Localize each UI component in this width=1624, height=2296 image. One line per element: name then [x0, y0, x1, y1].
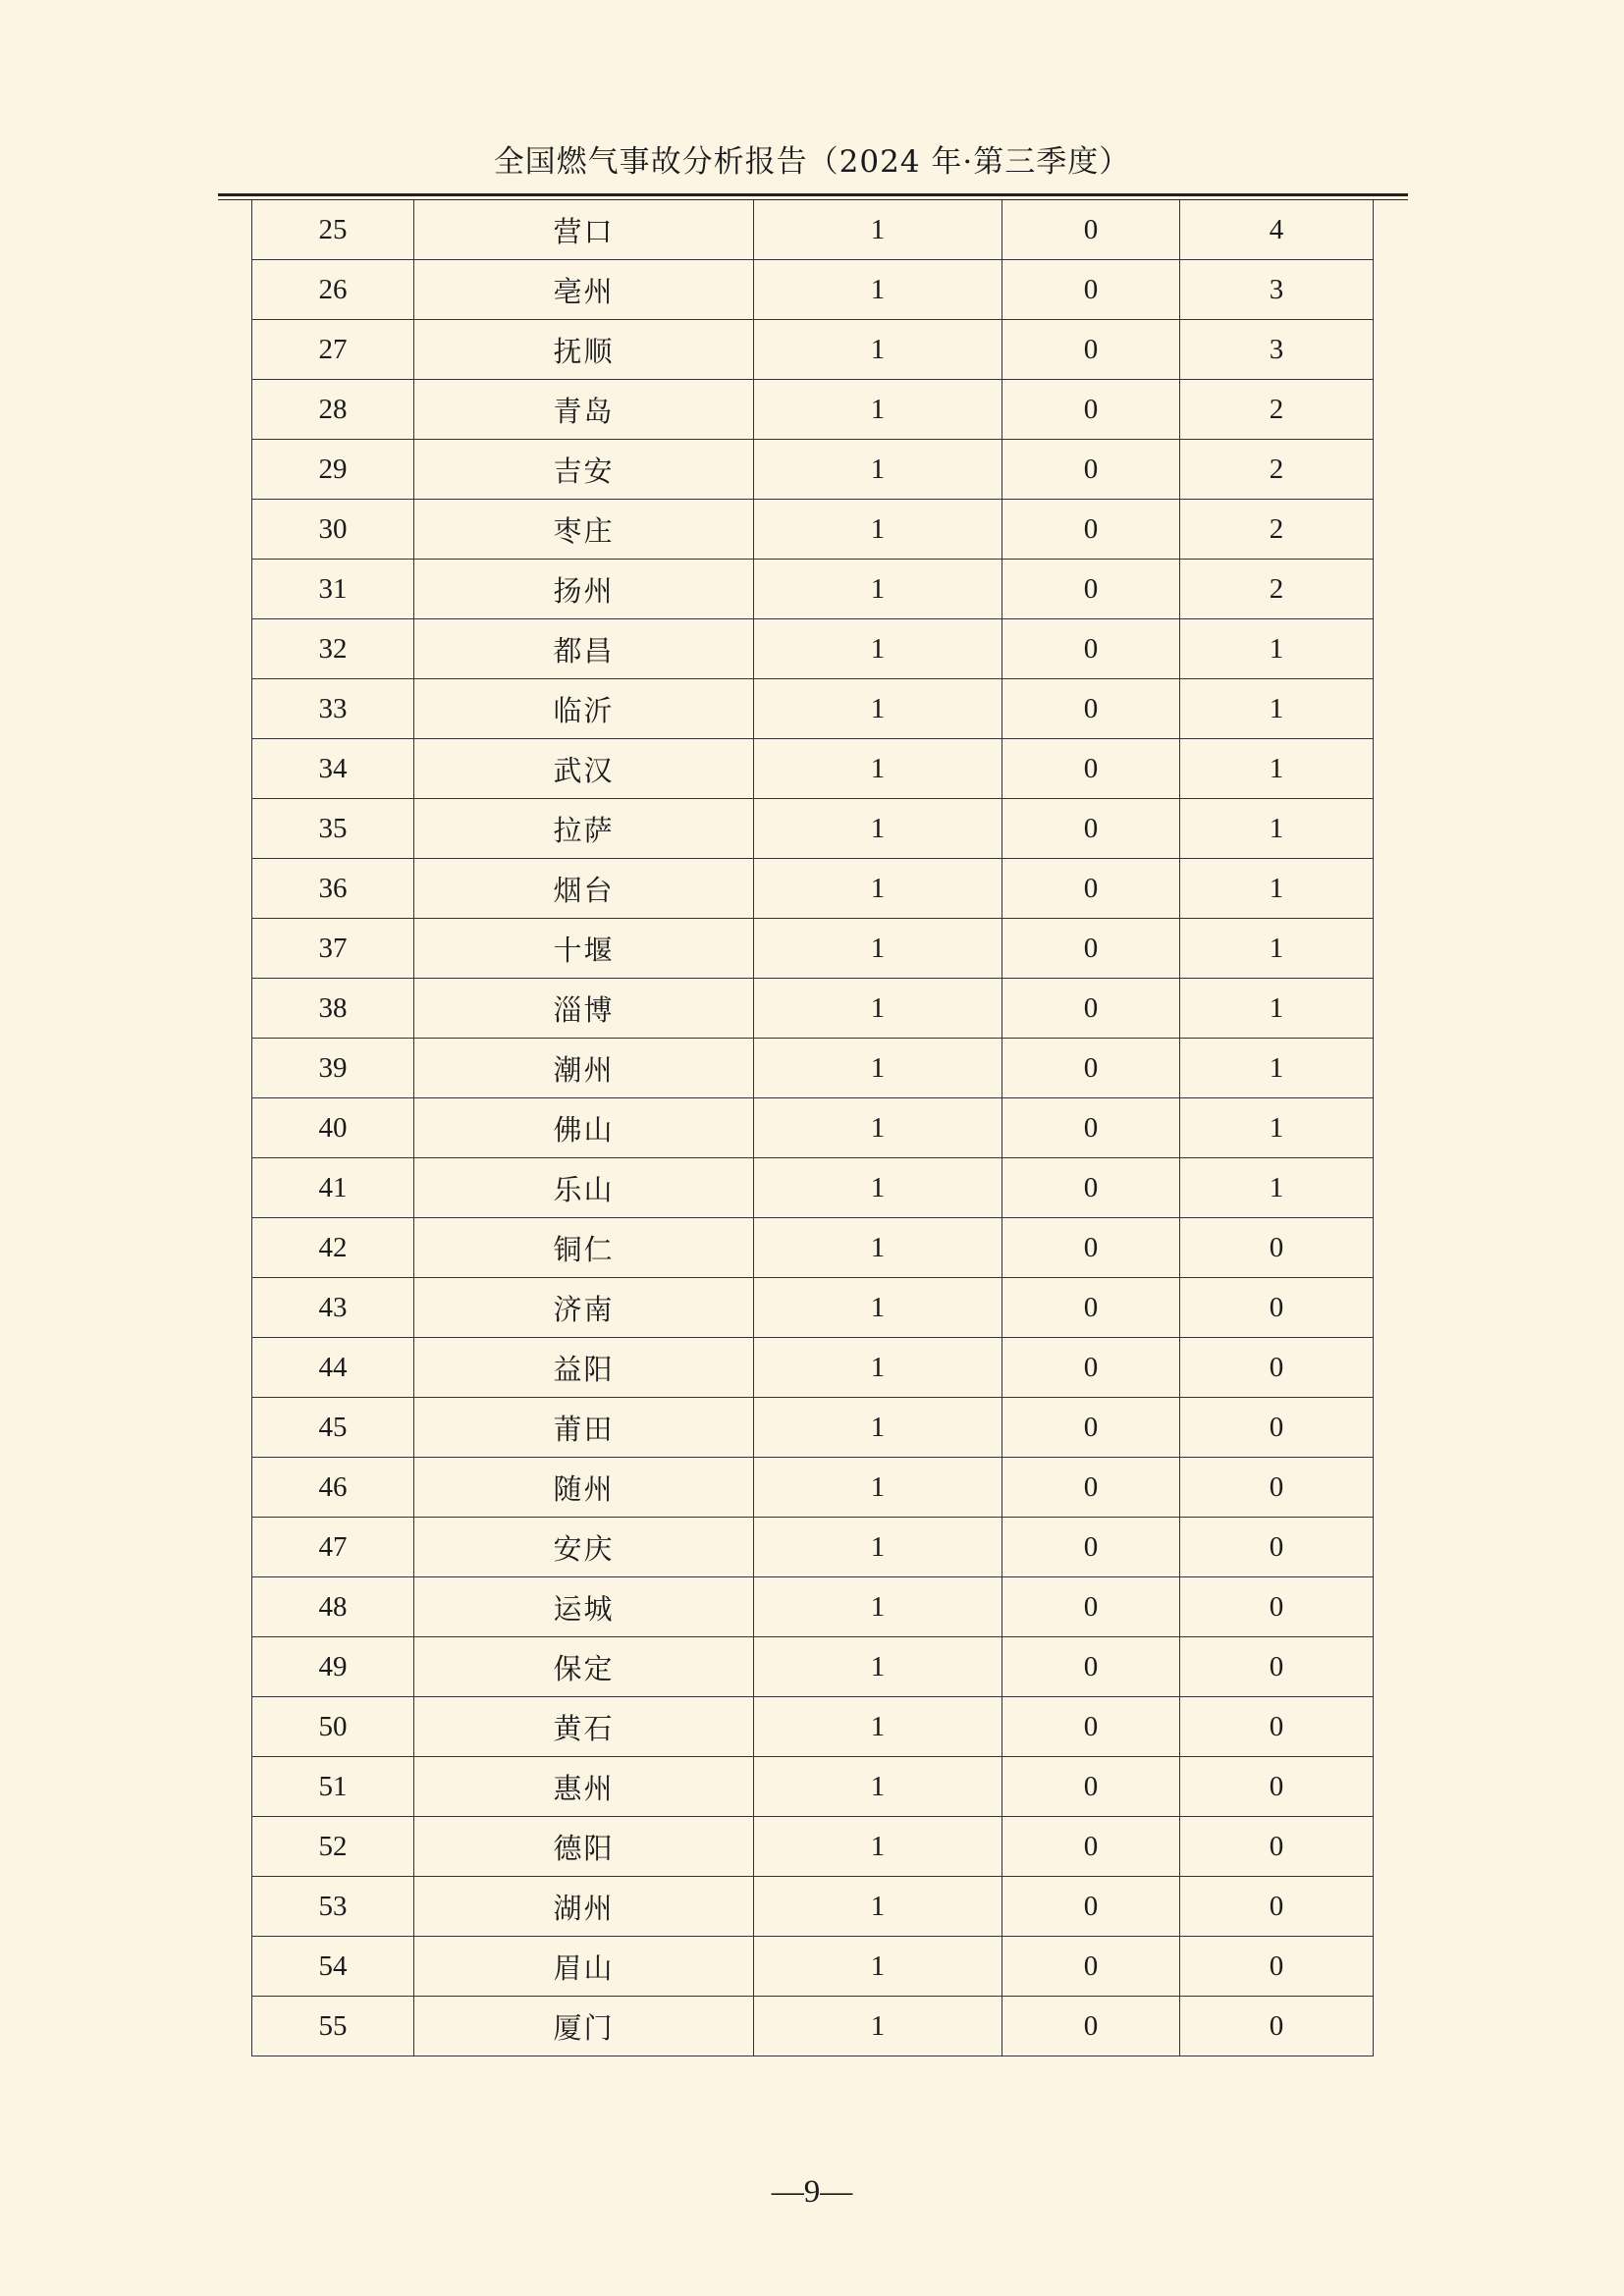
value-cell-1: 1 [754, 560, 1002, 619]
value-cell-3: 2 [1180, 380, 1374, 440]
rank-cell: 45 [252, 1398, 414, 1458]
table-row [252, 739, 1374, 799]
value-cell-2: 0 [1002, 1398, 1180, 1458]
value-cell-1: 1 [754, 200, 1002, 260]
city-cell: 益阳 [414, 1338, 754, 1398]
value-cell-2: 0 [1002, 859, 1180, 919]
value-cell-1: 1 [754, 1937, 1002, 1997]
table-row [252, 1637, 1374, 1697]
value-cell-3: 1 [1180, 739, 1374, 799]
table-row [252, 1757, 1374, 1817]
rank-cell: 28 [252, 380, 414, 440]
city-cell: 乐山 [414, 1158, 754, 1218]
value-cell-3: 0 [1180, 1278, 1374, 1338]
city-cell: 铜仁 [414, 1218, 754, 1278]
page-header-title: 全国燃气事故分析报告（2024 年·第三季度） [493, 144, 1131, 180]
city-cell: 淄博 [414, 979, 754, 1039]
rank-cell: 51 [252, 1757, 414, 1817]
rank-cell: 55 [252, 1997, 414, 2056]
value-cell-2: 0 [1002, 380, 1180, 440]
value-cell-2: 0 [1002, 1637, 1180, 1697]
rank-cell: 39 [252, 1039, 414, 1098]
rank-cell: 36 [252, 859, 414, 919]
table-row [252, 1458, 1374, 1518]
city-cell: 抚顺 [414, 320, 754, 380]
value-cell-3: 1 [1180, 919, 1374, 979]
city-cell: 保定 [414, 1637, 754, 1697]
table-row [252, 1518, 1374, 1577]
table-row [252, 440, 1374, 500]
table-row [252, 1039, 1374, 1098]
rank-cell: 40 [252, 1098, 414, 1158]
city-cell: 惠州 [414, 1757, 754, 1817]
value-cell-2: 0 [1002, 500, 1180, 560]
value-cell-1: 1 [754, 440, 1002, 500]
table-row [252, 1997, 1374, 2056]
table-row [252, 1697, 1374, 1757]
city-cell: 青岛 [414, 380, 754, 440]
value-cell-1: 1 [754, 619, 1002, 679]
rank-cell: 49 [252, 1637, 414, 1697]
city-cell: 营口 [414, 200, 754, 260]
value-cell-2: 0 [1002, 1098, 1180, 1158]
value-cell-2: 0 [1002, 1338, 1180, 1398]
value-cell-2: 0 [1002, 1757, 1180, 1817]
value-cell-3: 2 [1180, 440, 1374, 500]
value-cell-2: 0 [1002, 619, 1180, 679]
rank-cell: 33 [252, 679, 414, 739]
table-row [252, 979, 1374, 1039]
rank-cell: 50 [252, 1697, 414, 1757]
rank-cell: 44 [252, 1338, 414, 1398]
table-row [252, 679, 1374, 739]
city-cell: 烟台 [414, 859, 754, 919]
value-cell-2: 0 [1002, 1577, 1180, 1637]
rank-cell: 38 [252, 979, 414, 1039]
value-cell-3: 1 [1180, 1098, 1374, 1158]
city-cell: 莆田 [414, 1398, 754, 1458]
table-row [252, 320, 1374, 380]
value-cell-3: 0 [1180, 1577, 1374, 1637]
city-cell: 枣庄 [414, 500, 754, 560]
value-cell-1: 1 [754, 380, 1002, 440]
city-cell: 黄石 [414, 1697, 754, 1757]
value-cell-1: 1 [754, 1218, 1002, 1278]
table-row [252, 1098, 1374, 1158]
value-cell-2: 0 [1002, 1458, 1180, 1518]
table-row [252, 1278, 1374, 1338]
value-cell-3: 0 [1180, 1877, 1374, 1937]
value-cell-3: 1 [1180, 1039, 1374, 1098]
table-row [252, 560, 1374, 619]
value-cell-2: 0 [1002, 679, 1180, 739]
value-cell-2: 0 [1002, 799, 1180, 859]
value-cell-3: 1 [1180, 1158, 1374, 1218]
value-cell-1: 1 [754, 1877, 1002, 1937]
value-cell-2: 0 [1002, 1218, 1180, 1278]
value-cell-2: 0 [1002, 919, 1180, 979]
rank-cell: 47 [252, 1518, 414, 1577]
rank-cell: 46 [252, 1458, 414, 1518]
table-body [252, 200, 1374, 2056]
table-row [252, 1877, 1374, 1937]
value-cell-2: 0 [1002, 560, 1180, 619]
value-cell-1: 1 [754, 260, 1002, 320]
value-cell-1: 1 [754, 799, 1002, 859]
city-cell: 潮州 [414, 1039, 754, 1098]
value-cell-1: 1 [754, 979, 1002, 1039]
value-cell-3: 0 [1180, 1997, 1374, 2056]
table-row [252, 799, 1374, 859]
value-cell-2: 0 [1002, 1278, 1180, 1338]
value-cell-3: 0 [1180, 1637, 1374, 1697]
value-cell-1: 1 [754, 1757, 1002, 1817]
table-row [252, 380, 1374, 440]
rank-cell: 53 [252, 1877, 414, 1937]
value-cell-1: 1 [754, 1577, 1002, 1637]
table-row [252, 200, 1374, 260]
table-row [252, 260, 1374, 320]
city-cell: 湖州 [414, 1877, 754, 1937]
value-cell-3: 4 [1180, 200, 1374, 260]
value-cell-3: 1 [1180, 799, 1374, 859]
value-cell-3: 0 [1180, 1817, 1374, 1877]
table-row [252, 1218, 1374, 1278]
rank-cell: 35 [252, 799, 414, 859]
value-cell-3: 2 [1180, 500, 1374, 560]
value-cell-3: 1 [1180, 679, 1374, 739]
city-cell: 吉安 [414, 440, 754, 500]
rank-cell: 43 [252, 1278, 414, 1338]
city-cell: 运城 [414, 1577, 754, 1637]
value-cell-2: 0 [1002, 1937, 1180, 1997]
value-cell-3: 1 [1180, 859, 1374, 919]
value-cell-2: 0 [1002, 320, 1180, 380]
city-cell: 厦门 [414, 1997, 754, 2056]
value-cell-1: 1 [754, 1458, 1002, 1518]
rank-cell: 31 [252, 560, 414, 619]
rank-cell: 26 [252, 260, 414, 320]
city-cell: 临沂 [414, 679, 754, 739]
header-rule-thick [218, 193, 1408, 196]
rank-cell: 41 [252, 1158, 414, 1218]
city-cell: 都昌 [414, 619, 754, 679]
city-cell: 德阳 [414, 1817, 754, 1877]
table-row [252, 1338, 1374, 1398]
value-cell-3: 0 [1180, 1218, 1374, 1278]
value-cell-1: 1 [754, 1697, 1002, 1757]
table-row [252, 1937, 1374, 1997]
city-cell: 安庆 [414, 1518, 754, 1577]
value-cell-1: 1 [754, 1039, 1002, 1098]
value-cell-3: 3 [1180, 320, 1374, 380]
value-cell-2: 0 [1002, 260, 1180, 320]
city-cell: 十堰 [414, 919, 754, 979]
value-cell-1: 1 [754, 1158, 1002, 1218]
rank-cell: 30 [252, 500, 414, 560]
value-cell-1: 1 [754, 1338, 1002, 1398]
value-cell-3: 0 [1180, 1338, 1374, 1398]
rank-cell: 32 [252, 619, 414, 679]
rank-cell: 54 [252, 1937, 414, 1997]
value-cell-2: 0 [1002, 1039, 1180, 1098]
value-cell-2: 0 [1002, 440, 1180, 500]
value-cell-3: 1 [1180, 979, 1374, 1039]
value-cell-2: 0 [1002, 1158, 1180, 1218]
rank-cell: 37 [252, 919, 414, 979]
rank-cell: 34 [252, 739, 414, 799]
value-cell-3: 1 [1180, 619, 1374, 679]
city-cell: 眉山 [414, 1937, 754, 1997]
table-row [252, 1158, 1374, 1218]
page-number: —9— [771, 2174, 853, 2210]
value-cell-2: 0 [1002, 979, 1180, 1039]
rank-cell: 27 [252, 320, 414, 380]
value-cell-3: 0 [1180, 1697, 1374, 1757]
value-cell-1: 1 [754, 1997, 1002, 2056]
table-row [252, 1817, 1374, 1877]
value-cell-2: 0 [1002, 200, 1180, 260]
value-cell-1: 1 [754, 1098, 1002, 1158]
city-cell: 扬州 [414, 560, 754, 619]
city-cell: 武汉 [414, 739, 754, 799]
value-cell-3: 2 [1180, 560, 1374, 619]
city-cell: 随州 [414, 1458, 754, 1518]
table-row [252, 859, 1374, 919]
table-row [252, 1577, 1374, 1637]
value-cell-2: 0 [1002, 1697, 1180, 1757]
value-cell-2: 0 [1002, 739, 1180, 799]
value-cell-3: 3 [1180, 260, 1374, 320]
city-cell: 拉萨 [414, 799, 754, 859]
value-cell-1: 1 [754, 1518, 1002, 1577]
table-row [252, 919, 1374, 979]
table-row [252, 1398, 1374, 1458]
value-cell-3: 0 [1180, 1937, 1374, 1997]
value-cell-1: 1 [754, 320, 1002, 380]
city-cell: 亳州 [414, 260, 754, 320]
value-cell-1: 1 [754, 859, 1002, 919]
table-row [252, 500, 1374, 560]
rank-cell: 48 [252, 1577, 414, 1637]
rank-cell: 29 [252, 440, 414, 500]
value-cell-1: 1 [754, 500, 1002, 560]
city-cell: 济南 [414, 1278, 754, 1338]
value-cell-1: 1 [754, 1817, 1002, 1877]
value-cell-3: 0 [1180, 1398, 1374, 1458]
value-cell-3: 0 [1180, 1458, 1374, 1518]
city-cell: 佛山 [414, 1098, 754, 1158]
rank-cell: 42 [252, 1218, 414, 1278]
value-cell-2: 0 [1002, 1518, 1180, 1577]
value-cell-1: 1 [754, 1278, 1002, 1338]
value-cell-1: 1 [754, 739, 1002, 799]
value-cell-1: 1 [754, 679, 1002, 739]
value-cell-1: 1 [754, 1398, 1002, 1458]
table-row [252, 619, 1374, 679]
value-cell-1: 1 [754, 1637, 1002, 1697]
rank-cell: 25 [252, 200, 414, 260]
value-cell-1: 1 [754, 919, 1002, 979]
value-cell-2: 0 [1002, 1997, 1180, 2056]
value-cell-3: 0 [1180, 1518, 1374, 1577]
rank-cell: 52 [252, 1817, 414, 1877]
accident-statistics-table [251, 200, 1374, 2056]
value-cell-3: 0 [1180, 1757, 1374, 1817]
value-cell-2: 0 [1002, 1817, 1180, 1877]
value-cell-2: 0 [1002, 1877, 1180, 1937]
